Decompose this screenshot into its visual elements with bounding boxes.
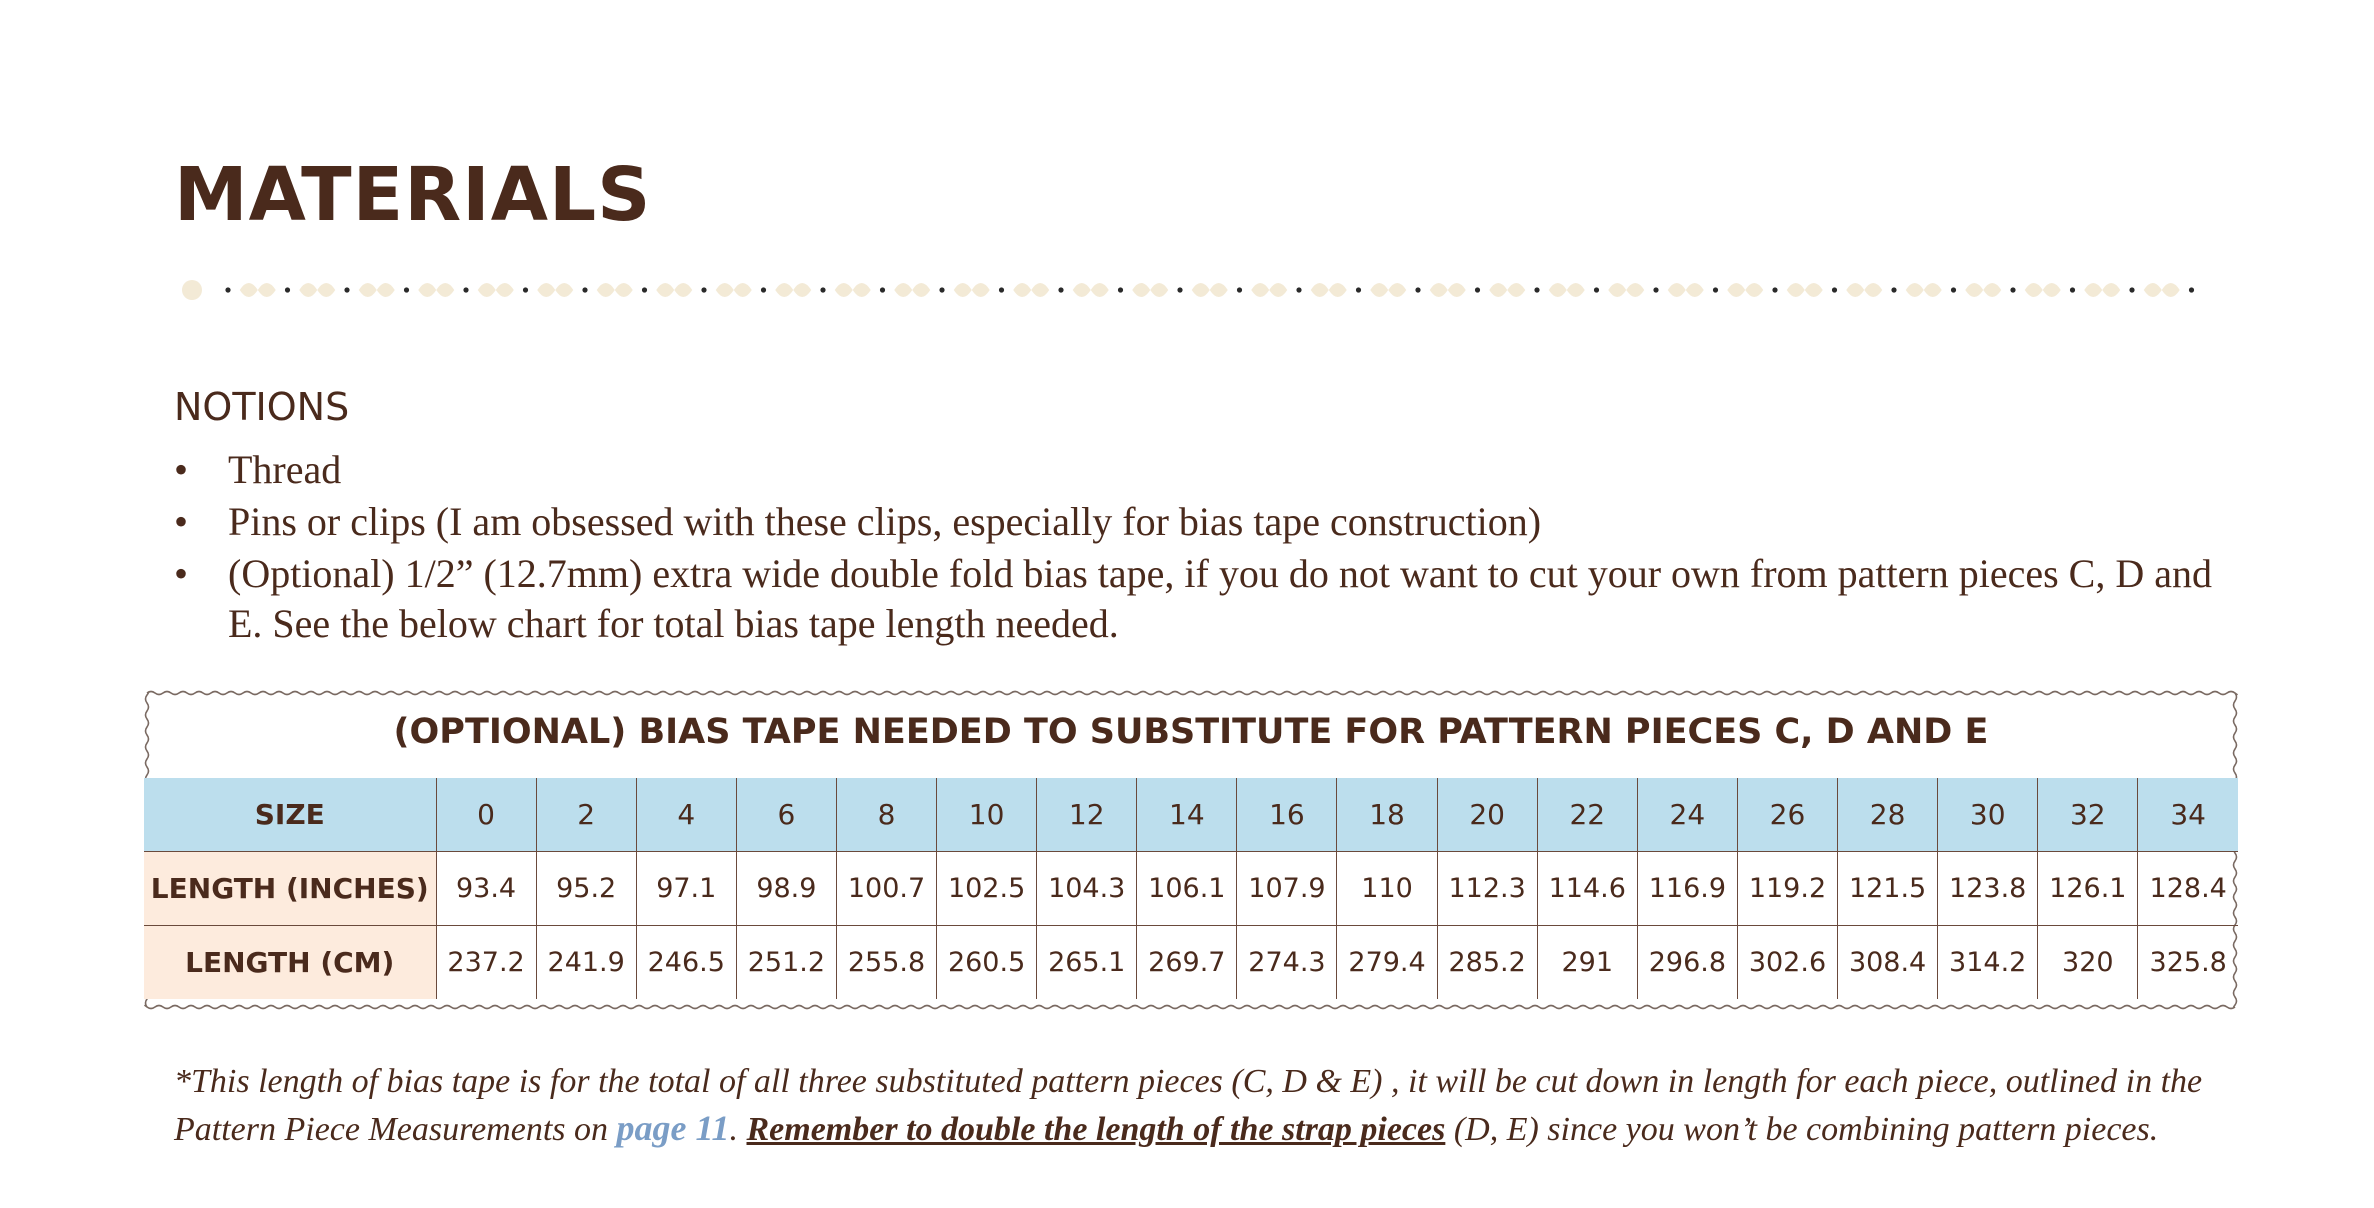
divider-dot: [1951, 287, 1956, 292]
divider-dot: [1832, 287, 1837, 292]
cm-cell: 291: [1537, 926, 1637, 1000]
list-item-text: Thread: [228, 447, 342, 492]
inches-cell: 114.6: [1537, 852, 1637, 926]
size-cell: 0: [436, 778, 536, 852]
cm-cell: 279.4: [1337, 926, 1437, 1000]
divider-ornament: [1073, 283, 1109, 297]
size-cell: 12: [1037, 778, 1137, 852]
size-cell: 2: [536, 778, 636, 852]
inches-cell: 128.4: [2138, 852, 2238, 926]
list-item-text: (Optional) 1/2” (12.7mm) extra wide double fold bias tape, if you do not want to cut your own from pattern pieces C, D and E. See the below chart for total bias tape length needed.: [228, 551, 2212, 646]
divider-ornament: [1370, 283, 1406, 297]
divider-ornament: [1846, 283, 1882, 297]
divider-dot: [582, 287, 587, 292]
bias-tape-table-frame: [144, 690, 2238, 1010]
cm-cell: 314.2: [1938, 926, 2038, 1000]
divider-ornament: [1251, 283, 1287, 297]
divider-ornament: [775, 283, 811, 297]
cm-cell: 260.5: [937, 926, 1037, 1000]
divider-ornament: [1668, 283, 1704, 297]
table-title: (OPTIONAL) BIAS TAPE NEEDED TO SUBSTITUTE FOR PATTERN PIECES C, D AND E: [393, 712, 1989, 752]
cm-cell: 296.8: [1637, 926, 1737, 1000]
size-cell: 28: [1838, 778, 1938, 852]
divider-dot: [880, 287, 885, 292]
size-cell: 32: [2038, 778, 2138, 852]
inches-cell: 97.1: [636, 852, 736, 926]
divider-ornament: [240, 283, 276, 297]
divider-dot: [225, 287, 230, 292]
divider-ornament: [1727, 283, 1763, 297]
divider-ornament: [299, 283, 335, 297]
divider-ornament: [359, 283, 395, 297]
size-cell: 26: [1737, 778, 1837, 852]
inches-cell: 112.3: [1437, 852, 1537, 926]
page-title: MATERIALS: [174, 152, 652, 238]
divider-ornament: [894, 283, 930, 297]
divider-dot: [1356, 287, 1361, 292]
inches-cell: 107.9: [1237, 852, 1337, 926]
divider-ornament: [1608, 283, 1644, 297]
cm-cell: 251.2: [736, 926, 836, 1000]
inches-cell: 126.1: [2038, 852, 2138, 926]
bullet-icon: •: [174, 447, 189, 492]
divider-dot: [939, 287, 944, 292]
size-cell: 20: [1437, 778, 1537, 852]
divider-dot: [1713, 287, 1718, 292]
footnote: [174, 1058, 2234, 1153]
divider-dot: [701, 287, 706, 292]
cm-cell: 308.4: [1838, 926, 1938, 1000]
divider-ornament: [716, 283, 752, 297]
inches-cell: 116.9: [1637, 852, 1737, 926]
cm-row-label: LENGTH (CM): [144, 926, 436, 1000]
divider-dot: [761, 287, 766, 292]
notions-heading: NOTIONS: [174, 385, 350, 429]
divider-dot: [463, 287, 468, 292]
cm-cell: 241.9: [536, 926, 636, 1000]
divider-dot: [344, 287, 349, 292]
divider-dot: [1296, 287, 1301, 292]
inches-cell: 95.2: [536, 852, 636, 926]
cm-cell: 255.8: [836, 926, 936, 1000]
divider-ornament: [835, 283, 871, 297]
divider-dot: [1534, 287, 1539, 292]
size-cell: 10: [937, 778, 1037, 852]
size-cell: 4: [636, 778, 736, 852]
divider-dot: [1475, 287, 1480, 292]
cm-cell: 265.1: [1037, 926, 1137, 1000]
size-cell: 24: [1637, 778, 1737, 852]
divider-dot: [1891, 287, 1896, 292]
footnote-text: (D, E) since you won’t be combining pattern pieces.: [1445, 1111, 2159, 1148]
footnote-emphasis: Remember to double the length of the strap pieces: [746, 1111, 1446, 1148]
divider-dot: [642, 287, 647, 292]
divider-dot: [1653, 287, 1658, 292]
divider-ornament: [1430, 283, 1466, 297]
divider-dot: [523, 287, 528, 292]
footnote-text: *This length of bias tape is for the total of all three substituted pattern pieces (C, D & E) , it will be cut down in length for each piece, outlined in the Pattern Piece Measurements on: [174, 1063, 2203, 1148]
divider-dot: [285, 287, 290, 292]
decorative-divider: [176, 272, 2196, 308]
cm-cell: 237.2: [436, 926, 536, 1000]
page-11-link[interactable]: page 11: [616, 1108, 730, 1148]
inches-row-label: LENGTH (INCHES): [144, 852, 436, 926]
footnote-text: .: [729, 1111, 747, 1148]
divider-ornament: [2144, 283, 2180, 297]
inches-cell: 106.1: [1137, 852, 1237, 926]
divider-ornament: [597, 283, 633, 297]
divider-dot: [2010, 287, 2015, 292]
cm-cell: 269.7: [1137, 926, 1237, 1000]
notions-list: [174, 445, 2214, 651]
divider-ornament: [2084, 283, 2120, 297]
divider-dot: [820, 287, 825, 292]
divider-ornament: [537, 283, 573, 297]
cm-cell: 320: [2038, 926, 2138, 1000]
divider-dot: [1177, 287, 1182, 292]
divider-dot: [1594, 287, 1599, 292]
divider-dot: [2129, 287, 2134, 292]
divider-dot: [1058, 287, 1063, 292]
divider-ornament: [1192, 283, 1228, 297]
divider-dot: [999, 287, 1004, 292]
inches-cell: 100.7: [836, 852, 936, 926]
list-item: [174, 549, 2214, 649]
cm-cell: 285.2: [1437, 926, 1537, 1000]
size-cell: 30: [1938, 778, 2038, 852]
inches-row: [144, 852, 2238, 926]
divider-ornament: [1787, 283, 1823, 297]
list-item-text: Pins or clips (I am obsessed with these clips, especially for bias tape construction): [228, 499, 1542, 544]
divider-ornament: [1132, 283, 1168, 297]
inches-cell: 98.9: [736, 852, 836, 926]
divider-ornament: [1906, 283, 1942, 297]
divider-dot: [2189, 287, 2194, 292]
inches-cell: 119.2: [1737, 852, 1837, 926]
divider-ornament: [478, 283, 514, 297]
cm-cell: 325.8: [2138, 926, 2238, 1000]
divider-ornament: [2025, 283, 2061, 297]
inches-cell: 102.5: [937, 852, 1037, 926]
inches-cell: 121.5: [1838, 852, 1938, 926]
list-item: [174, 445, 2214, 495]
list-item: [174, 497, 2214, 547]
size-cell: 6: [736, 778, 836, 852]
size-cell: 14: [1137, 778, 1237, 852]
size-cell: 18: [1337, 778, 1437, 852]
bias-tape-table: [144, 778, 2238, 999]
divider-ornament: [1549, 283, 1585, 297]
divider-ornament: [1311, 283, 1347, 297]
size-row-label: SIZE: [144, 778, 436, 852]
cm-row: [144, 926, 2238, 1000]
divider-dot: [404, 287, 409, 292]
inches-cell: 110: [1337, 852, 1437, 926]
divider-ornament: [954, 283, 990, 297]
cm-cell: 274.3: [1237, 926, 1337, 1000]
divider-ornament: [656, 283, 692, 297]
divider-dot: [1415, 287, 1420, 292]
divider-dot: [2070, 287, 2075, 292]
inches-cell: 104.3: [1037, 852, 1137, 926]
divider-ornament: [1013, 283, 1049, 297]
size-cell: 34: [2138, 778, 2238, 852]
bullet-icon: •: [174, 499, 189, 544]
divider-ornament: [1965, 283, 2001, 297]
size-cell: 16: [1237, 778, 1337, 852]
cm-cell: 246.5: [636, 926, 736, 1000]
size-cell: 22: [1537, 778, 1637, 852]
inches-cell: 93.4: [436, 852, 536, 926]
divider-ornament: [418, 283, 454, 297]
bullet-icon: •: [174, 551, 189, 596]
divider-dot: [1237, 287, 1242, 292]
divider-dot: [1118, 287, 1123, 292]
inches-cell: 123.8: [1938, 852, 2038, 926]
divider-dot: [1772, 287, 1777, 292]
cm-cell: 302.6: [1737, 926, 1837, 1000]
size-cell: 8: [836, 778, 936, 852]
divider-ornament: [1489, 283, 1525, 297]
size-row: [144, 778, 2238, 852]
divider-ornament: [182, 280, 202, 300]
